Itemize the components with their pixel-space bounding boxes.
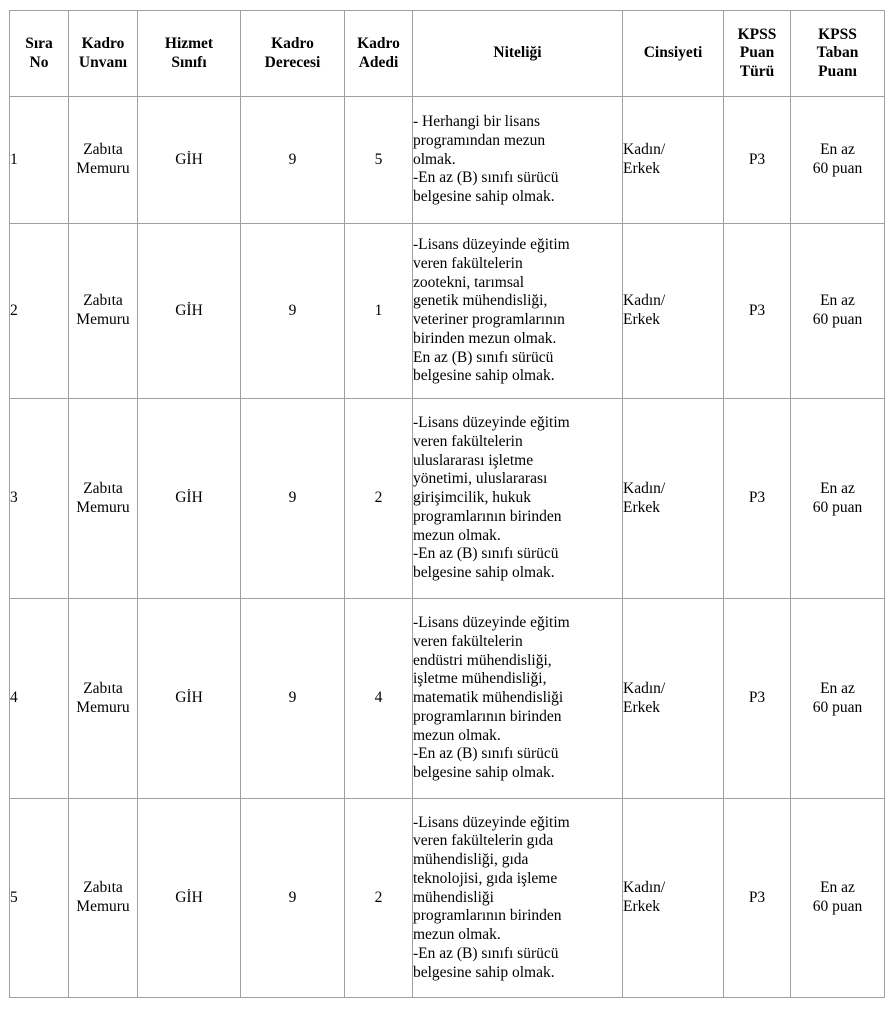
column-header-kadro-unvani: [69, 11, 138, 97]
niteligi-line: programından mezun: [413, 131, 546, 149]
cell-kadro-adedi: 2: [345, 799, 413, 998]
column-header-line: Hizmet: [164, 35, 214, 53]
niteligi-line: belgesine sahip olmak.: [413, 963, 555, 981]
niteligi-line: uluslararası işletme: [413, 451, 534, 469]
cell-kadro-unvani: [69, 97, 138, 224]
table-header: [10, 11, 885, 97]
cell-kpss-taban-puani: [791, 799, 885, 998]
cinsiyeti-line: Kadın/: [623, 679, 666, 697]
cell-kpss-puan-turu: P3: [724, 799, 791, 998]
column-header-line: Adedi: [358, 53, 399, 71]
column-header-kpss-taban-puani: [791, 11, 885, 97]
cell-kadro-derecesi: 9: [241, 799, 345, 998]
cinsiyeti-line: Erkek: [623, 160, 661, 177]
table-header-row: [10, 11, 885, 97]
kpss_taban_puani-line: En az: [820, 292, 855, 310]
cell-cinsiyeti: [623, 599, 724, 799]
kadro_unvani-line: Memuru: [76, 311, 130, 328]
table-row: [10, 224, 885, 399]
kadro-table-container: [9, 10, 884, 998]
kpss_taban_puani-line: 60 puan: [812, 160, 863, 177]
cell-hizmet-sinifi: GİH: [138, 799, 241, 998]
cell-kadro-unvani: [69, 799, 138, 998]
column-header-line: Puan: [739, 44, 775, 62]
kadro_unvani-line: Zabıta: [83, 292, 123, 310]
niteligi-line: -Lisans düzeyinde eğitim: [413, 614, 570, 632]
cinsiyeti-line: Kadın/: [623, 879, 666, 897]
table-row: [10, 399, 885, 599]
column-header-line: No: [29, 53, 49, 71]
kpss_taban_puani-line: En az: [820, 879, 855, 897]
cell-kpss-puan-turu: P3: [724, 399, 791, 599]
kpss_taban_puani-line: En az: [820, 679, 855, 697]
cell-kadro-derecesi: 9: [241, 599, 345, 799]
cell-kadro-unvani: [69, 399, 138, 599]
cell-niteligi: [413, 799, 623, 998]
niteligi-line: veren fakültelerin: [413, 632, 523, 650]
niteligi-line: mezun olmak.: [413, 726, 501, 744]
niteligi-line: -En az (B) sınıfı sürücü: [413, 545, 559, 563]
niteligi-line: işletme mühendisliği,: [413, 670, 547, 688]
kadro_unvani-line: Memuru: [76, 898, 130, 915]
column-header-line: Taban: [816, 44, 859, 62]
niteligi-line: genetik mühendisliği,: [413, 292, 548, 310]
cell-hizmet-sinifi: GİH: [138, 97, 241, 224]
column-header-line: Türü: [739, 62, 775, 80]
cell-kadro-adedi: 2: [345, 399, 413, 599]
cell-kpss-taban-puani: [791, 599, 885, 799]
niteligi-line: girişimcilik, hukuk: [413, 489, 531, 507]
column-header-line: Derecesi: [264, 53, 321, 71]
cell-sira-no: 2: [10, 224, 69, 399]
column-header-kadro-adedi: [345, 11, 413, 97]
niteligi-line: programlarının birinden: [413, 907, 562, 925]
niteligi-line: En az (B) sınıfı sürücü: [413, 348, 554, 366]
cell-kadro-adedi: 4: [345, 599, 413, 799]
cell-cinsiyeti: [623, 224, 724, 399]
cell-cinsiyeti: [623, 399, 724, 599]
cinsiyeti-line: Erkek: [623, 898, 661, 915]
niteligi-line: veren fakültelerin: [413, 432, 523, 450]
kpss_taban_puani-line: 60 puan: [812, 311, 863, 328]
niteligi-line: mezun olmak.: [413, 926, 501, 944]
niteligi-line: zootekni, tarımsal: [413, 273, 525, 291]
niteligi-line: -En az (B) sınıfı sürücü: [413, 169, 559, 187]
cell-cinsiyeti: [623, 799, 724, 998]
cinsiyeti-line: Kadın/: [623, 141, 666, 159]
niteligi-line: veren fakültelerin gıda: [413, 832, 554, 850]
cell-cinsiyeti: [623, 97, 724, 224]
kadro_unvani-line: Zabıta: [83, 679, 123, 697]
niteligi-line: mühendisliği, gıda: [413, 851, 529, 869]
column-header-line: KPSS: [818, 26, 857, 44]
column-header-line: Puanı: [818, 62, 857, 80]
cell-kadro-unvani: [69, 599, 138, 799]
cell-sira-no: 5: [10, 799, 69, 998]
column-header-kpss-puan-turu: [724, 11, 791, 97]
column-header-sira-no: [10, 11, 69, 97]
niteligi-line: - Herhangi bir lisans: [413, 113, 540, 131]
niteligi-line: teknolojisi, gıda işleme: [413, 869, 558, 887]
column-header-cinsiyeti: [623, 11, 724, 97]
kadro_unvani-line: Memuru: [76, 698, 130, 716]
cell-sira-no: 1: [10, 97, 69, 224]
kadro_unvani-line: Memuru: [76, 498, 130, 516]
cell-sira-no: 4: [10, 599, 69, 799]
cell-niteligi: [413, 97, 623, 224]
niteligi-line: veteriner programlarının: [413, 311, 565, 328]
niteligi-line: -En az (B) sınıfı sürücü: [413, 745, 559, 763]
column-header-line: Kadro: [271, 35, 314, 53]
table-body: [10, 97, 885, 998]
kpss_taban_puani-line: En az: [820, 479, 855, 497]
cell-niteligi: [413, 399, 623, 599]
cell-kpss-puan-turu: P3: [724, 97, 791, 224]
cell-kadro-derecesi: 9: [241, 224, 345, 399]
cinsiyeti-line: Erkek: [623, 698, 661, 716]
niteligi-line: programlarının birinden: [413, 507, 562, 525]
column-header-hizmet-sinifi: [138, 11, 241, 97]
kpss_taban_puani-line: En az: [820, 141, 855, 159]
cell-kpss-taban-puani: [791, 224, 885, 399]
kadro_unvani-line: Zabıta: [83, 879, 123, 897]
cinsiyeti-line: Kadın/: [623, 292, 666, 310]
column-header-line: Kadro: [357, 35, 400, 53]
kadro_unvani-line: Memuru: [76, 160, 130, 177]
cell-niteligi: [413, 599, 623, 799]
niteligi-line: mezun olmak.: [413, 526, 501, 544]
niteligi-line: programlarının birinden: [413, 707, 562, 725]
cinsiyeti-line: Kadın/: [623, 479, 666, 497]
kpss_taban_puani-line: 60 puan: [812, 698, 863, 716]
cell-hizmet-sinifi: GİH: [138, 599, 241, 799]
niteligi-line: -Lisans düzeyinde eğitim: [413, 813, 570, 831]
cell-kadro-adedi: 5: [345, 97, 413, 224]
cell-sira-no: 3: [10, 399, 69, 599]
niteligi-line: birinden mezun olmak.: [413, 329, 557, 347]
column-header-line: KPSS: [737, 26, 777, 44]
column-header-line: Sınıfı: [171, 53, 207, 71]
column-header-niteligi: [413, 11, 623, 97]
kpss_taban_puani-line: 60 puan: [812, 898, 863, 915]
cell-niteligi: [413, 224, 623, 399]
cinsiyeti-line: Erkek: [623, 498, 661, 516]
column-header-kadro-derecesi: [241, 11, 345, 97]
niteligi-line: -En az (B) sınıfı sürücü: [413, 944, 559, 962]
cell-kpss-puan-turu: P3: [724, 599, 791, 799]
cell-kpss-puan-turu: P3: [724, 224, 791, 399]
table-row: [10, 97, 885, 224]
cell-kadro-adedi: 1: [345, 224, 413, 399]
column-header-line: Sıra: [25, 35, 53, 53]
niteligi-line: belgesine sahip olmak.: [413, 764, 555, 782]
niteligi-line: veren fakültelerin: [413, 254, 523, 272]
cell-kadro-unvani: [69, 224, 138, 399]
niteligi-line: mühendisliği: [413, 888, 494, 906]
niteligi-line: -Lisans düzeyinde eğitim: [413, 414, 570, 432]
kadro-table: [9, 10, 885, 998]
column-header-line: Unvanı: [78, 53, 128, 71]
kadro_unvani-line: Zabıta: [83, 479, 123, 497]
niteligi-line: matematik mühendisliği: [413, 689, 564, 707]
niteligi-line: yönetimi, uluslararası: [413, 470, 548, 488]
column-header-line: Kadro: [81, 35, 125, 53]
column-header-line: Cinsiyeti: [643, 44, 703, 62]
niteligi-line: endüstri mühendisliği,: [413, 651, 552, 669]
niteligi-line: belgesine sahip olmak.: [413, 564, 555, 582]
table-row: [10, 799, 885, 998]
cell-kpss-taban-puani: [791, 399, 885, 599]
table-row: [10, 599, 885, 799]
cell-hizmet-sinifi: GİH: [138, 399, 241, 599]
cell-hizmet-sinifi: GİH: [138, 224, 241, 399]
niteligi-line: -Lisans düzeyinde eğitim: [413, 236, 570, 253]
cell-kpss-taban-puani: [791, 97, 885, 224]
cell-kadro-derecesi: 9: [241, 97, 345, 224]
niteligi-line: olmak.: [413, 150, 456, 168]
cinsiyeti-line: Erkek: [623, 311, 661, 328]
niteligi-line: belgesine sahip olmak.: [413, 188, 555, 206]
niteligi-line: belgesine sahip olmak.: [413, 367, 555, 385]
cell-kadro-derecesi: 9: [241, 399, 345, 599]
column-header-line: Niteliği: [493, 44, 542, 62]
kpss_taban_puani-line: 60 puan: [812, 498, 863, 516]
kadro_unvani-line: Zabıta: [83, 141, 123, 159]
